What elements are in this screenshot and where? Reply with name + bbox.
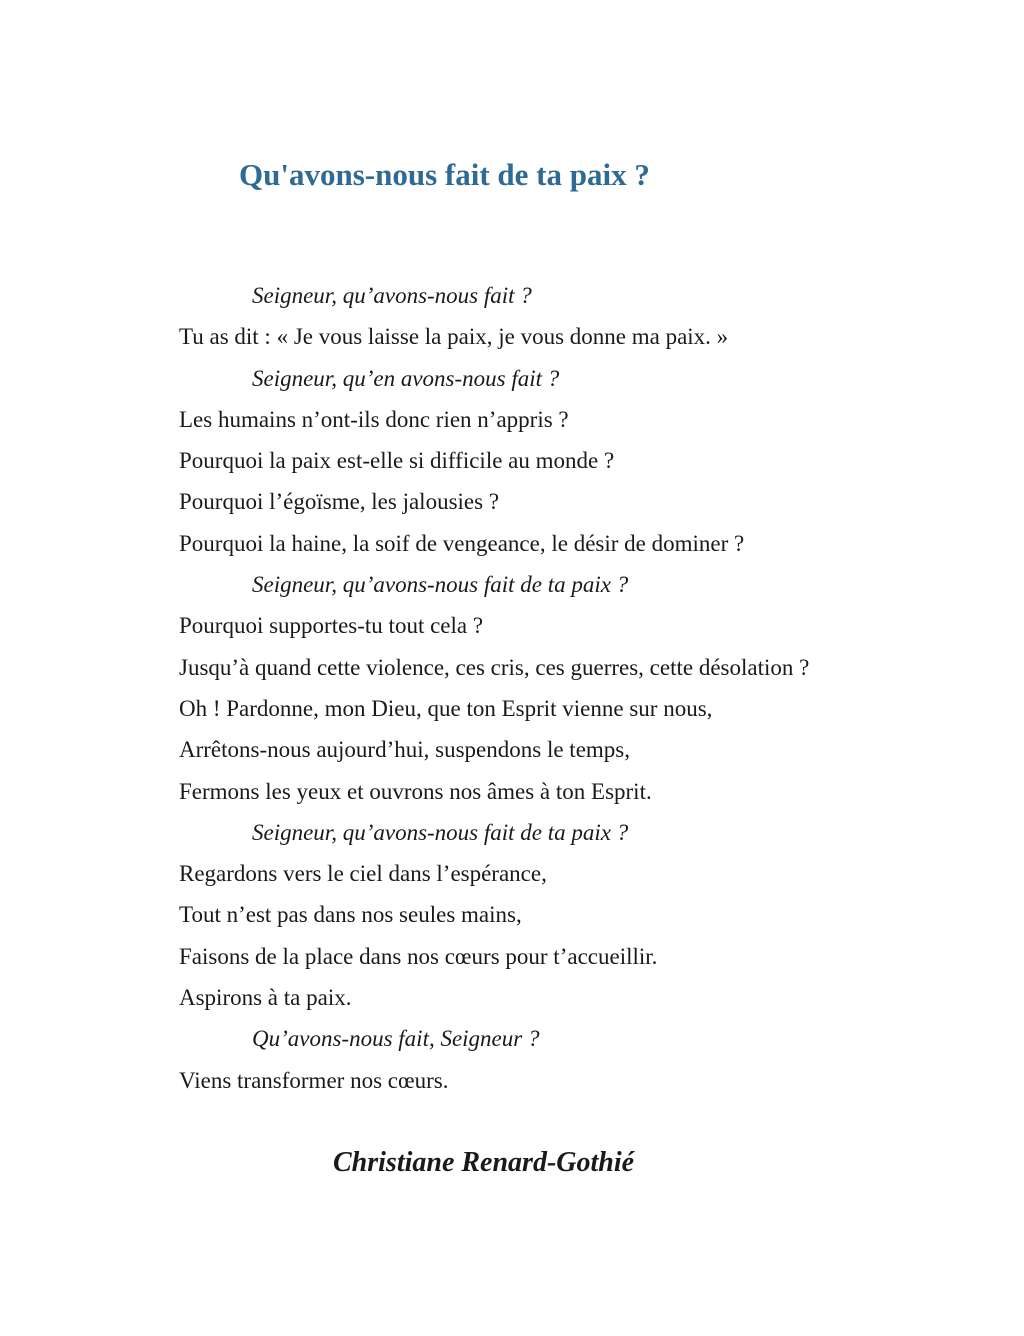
author-signature: Christiane Renard-Gothié [333, 1147, 635, 1178]
poem-line: Jusqu’à quand cette violence, ces cris, ces guerres, cette désolation ? [179, 654, 810, 680]
poem-line: Pourquoi supportes-tu tout cela ? [179, 613, 484, 639]
poem-line: Faisons de la place dans nos cœurs pour t’accueillir. [179, 943, 658, 969]
poem-line: Pourquoi la paix est-elle si difficile au monde ? [179, 448, 615, 474]
poem-line: Les humains n’ont-ils donc rien n’appris ? [179, 406, 569, 432]
poem-line: Pourquoi l’égoïsme, les jalousies ? [179, 489, 500, 515]
poem-line: Fermons les yeux et ouvrons nos âmes à ton Esprit. [179, 778, 652, 804]
poem-line: Arrêtons-nous aujourd’hui, suspendons le temps, [179, 737, 630, 763]
poem-body [179, 275, 809, 1101]
poem-line: Viens transformer nos cœurs. [179, 1067, 449, 1093]
poem-line: Aspirons à ta paix. [179, 985, 352, 1011]
poem-line-refrain: Seigneur, qu’avons-nous fait de ta paix ? [252, 819, 629, 845]
poem-line-refrain: Seigneur, qu’avons-nous fait ? [252, 283, 532, 308]
poem-line: Tout n’est pas dans nos seules mains, [179, 902, 522, 928]
poem-line-refrain: Seigneur, qu’avons-nous fait de ta paix ? [252, 572, 629, 598]
poem-line: Regardons vers le ciel dans l’espérance, [179, 861, 547, 887]
poem-line: Pourquoi la haine, la soif de vengeance, le désir de dominer ? [179, 530, 745, 556]
poem-line: Oh ! Pardonne, mon Dieu, que ton Esprit vienne sur nous, [179, 695, 713, 721]
poem-line-refrain: Seigneur, qu’en avons-nous fait ? [252, 365, 560, 391]
poem-line: Tu as dit : « Je vous laisse la paix, je vous donne ma paix. » [179, 324, 729, 350]
page-title: Qu'avons-nous fait de ta paix ? [239, 157, 650, 192]
poem-line-refrain: Qu’avons-nous fait, Seigneur ? [252, 1026, 540, 1052]
